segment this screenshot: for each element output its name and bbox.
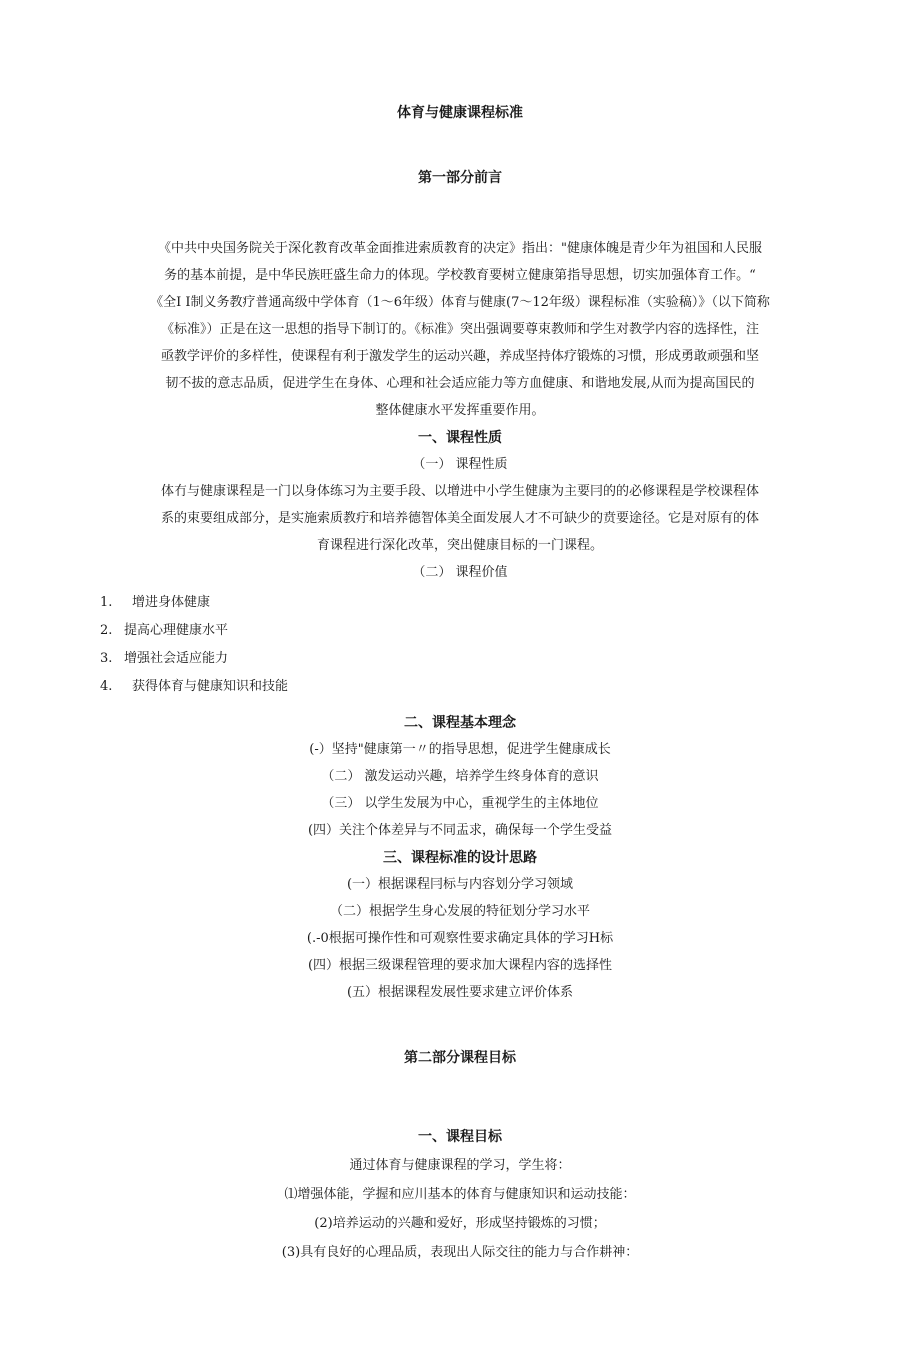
preface-line: 《标准》）正是在这一思想的指导下制订的。《标准》突出强调要尊束教师和学生对教学内容的选择性，注 — [160, 322, 759, 337]
section1-heading: 一、课程性质 — [418, 430, 502, 446]
list-item — [100, 622, 228, 640]
section2-item: （二） 激发运动兴趣，培养学生终身体育的意识 — [321, 769, 599, 784]
goal-item: ⑴增强体能，学握和应川基本的体育与健康知识和运动技能： — [284, 1187, 636, 1202]
preface-line: 《中共中央国务院关于深化教育改革金面推进索质教育的决定》指出："健康体魄是青少年为祖国和人民服 — [158, 241, 762, 256]
list-text: 增进身体健康 — [132, 595, 211, 610]
preface-line: 韧不拔的意志品质，促进学生在身体、心理和社会适应能力等方血健康、和谐地发展,从而为提高国民的 — [165, 376, 755, 391]
list-text: 提高心理健康水平 — [124, 623, 229, 638]
nature-line: 育课程进行深化改革，突出健康目标的一门课程。 — [316, 538, 603, 553]
goal-item: (3)具有良好的心理品质，表现出人际交往的能力与合作耕神： — [281, 1245, 639, 1260]
section1-subheading: （一） 课程性质 — [412, 457, 508, 472]
section3-item: (.-0根据可操作性和可观察性要求确定具体的学习H标 — [306, 931, 614, 946]
section2-item: (四）关注个体差异与不同盂求，确保每一个学生受益 — [307, 823, 613, 838]
section3-item: (五）根据课程发展性要求建立评价体系 — [346, 985, 574, 1000]
list-item — [100, 650, 228, 668]
list-number: 3. — [100, 651, 113, 666]
goals-intro: 通过体育与健康课程的学习，学生将： — [349, 1158, 571, 1173]
list-number: 4. — [100, 679, 113, 694]
section2-heading: 二、课程基本理念 — [404, 715, 516, 731]
list-number: 2. — [100, 623, 113, 638]
goals-heading: 一、课程目标 — [418, 1129, 502, 1145]
section3-heading: 三、课程标准的设计思路 — [383, 850, 537, 866]
goal-item: (2)培养运动的兴趣和爱好，形成坚持锻炼的习惯； — [314, 1216, 606, 1231]
document-title: 体育与健康课程标准 — [397, 105, 523, 121]
part2-title: 第二部分课程目标 — [404, 1050, 516, 1066]
nature-line: 系的束要组成部分，是实施索质教疔和培养德智体美全面发展人才不可缺少的贲要途径。它是对原有的体 — [160, 511, 759, 526]
list-text: 获得体育与健康知识和技能 — [132, 679, 289, 694]
preface-line: 务的基本前提，是中华民族旺盛生命力的体现。学校教育要树立健康第指导思想，切实加强体育工作。“ — [164, 268, 756, 283]
list-text: 增强社会适应能力 — [124, 651, 229, 666]
part1-title: 第一部分前言 — [418, 170, 502, 186]
nature-line: 体冇与健康课程是一门以身体练习为主要手段、以增进中小学生健康为主要冃的的必修课程是学校课程体 — [160, 484, 759, 499]
section3-item: （二）根据学生身心发展的特征划分学习水平 — [329, 904, 590, 919]
section2-item: (-）坚持"健康第一〃的指导思想，促进学生健康成长 — [309, 742, 611, 757]
list-item — [100, 594, 210, 612]
preface-line: 《全I I制义务教疗普通高级中学体育（1～6年级）体育与健康(7～12年级）课程标准（实验稿）》（以下简称 — [150, 295, 770, 310]
section2-item: （三） 以学生发展为中心，重视学生的主体地位 — [321, 796, 599, 811]
section1-subheading: （二） 课程价值 — [412, 565, 508, 580]
preface-line: 整体健康水平发挥重要作用。 — [375, 403, 545, 418]
preface-line: 亟教学评价的多样性，使课程有利于激发学生的运动兴趣，养成坚持体疗锻炼的习惯，形成勇敢顽强和坚 — [160, 349, 759, 364]
section3-item: (一）根据课程冃标与内容划分学习领域 — [346, 877, 574, 892]
section3-item: (四）根据三级课程管理的要求加大课程内容的选择性 — [307, 958, 613, 973]
list-item — [100, 678, 288, 696]
list-number: 1. — [100, 595, 113, 610]
